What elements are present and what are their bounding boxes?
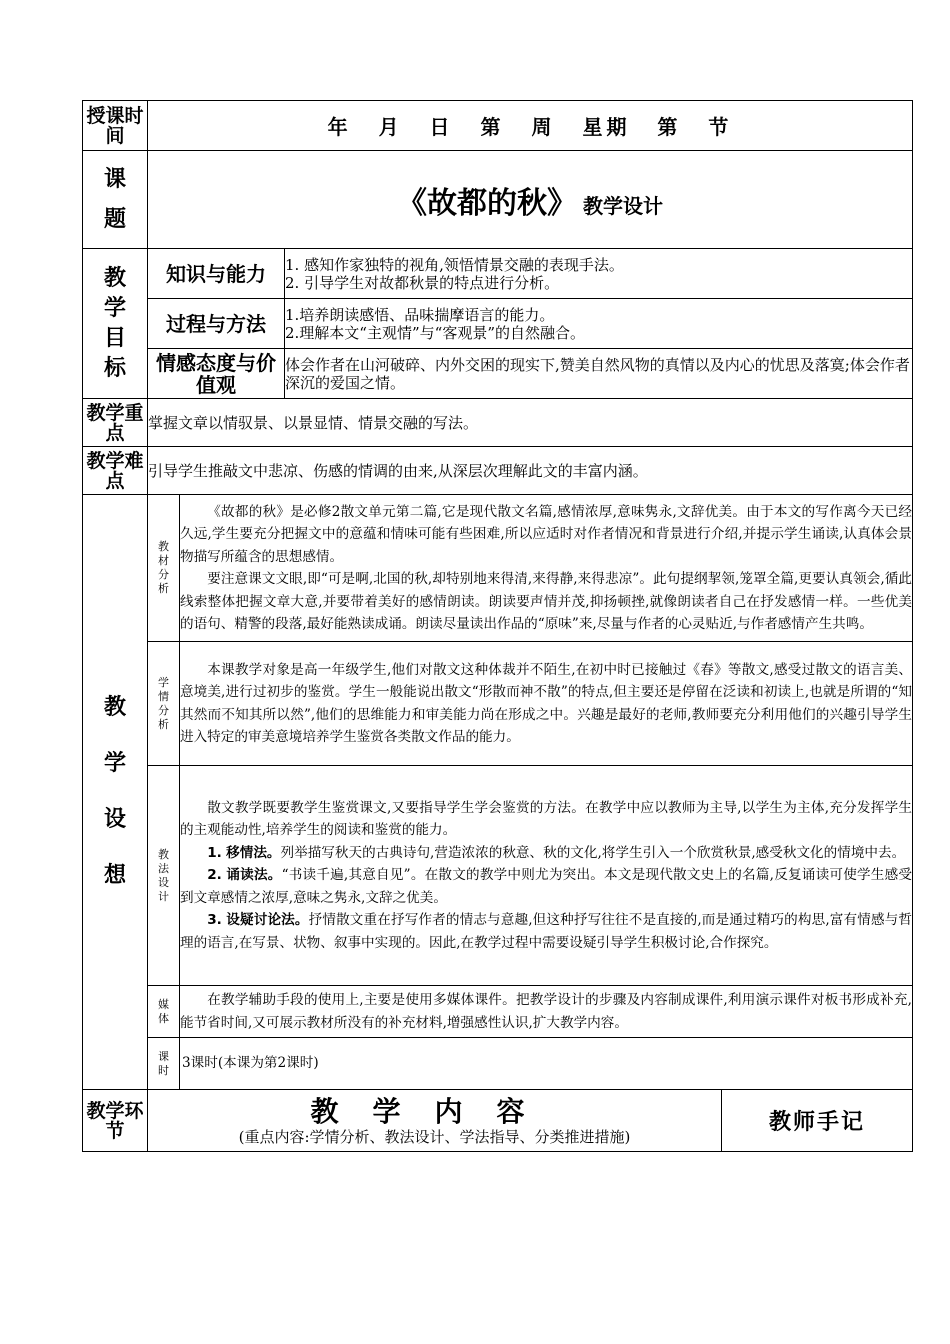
difficulty-row [83, 447, 913, 495]
goal-row-emotion [83, 349, 913, 399]
goal-label-knowledge: 知识与能力 [148, 249, 285, 299]
content-title: 教学内容 [310, 1094, 559, 1128]
design-row-textbook [83, 495, 913, 642]
content-header [148, 1090, 722, 1152]
section-label-methods: 教法设计 [148, 766, 180, 986]
focus-row [83, 399, 913, 447]
section-text-hours: 3课时(本课为第2课时) [180, 1038, 913, 1090]
section-label-hours: 课时 [148, 1038, 180, 1090]
design-label: 教学设想 [83, 495, 148, 1090]
design-row-hours [83, 1038, 913, 1090]
teacher-notes-label: 教师手记 [722, 1090, 913, 1152]
goal-row-process [83, 299, 913, 349]
goal-label-emotion: 情感态度与价值观 [148, 349, 285, 399]
goal-text-process: 1.培养朗读感悟、品味揣摩语言的能力。 2.理解本文“主观情”与“客观景”的自然融合。 [285, 299, 913, 349]
time-label: 授课时间 [83, 101, 148, 151]
section-text-learners: 本课教学对象是高一年级学生,他们对散文这种体裁并不陌生,在初中时已接触过《春》等散文,感受过散文的语言美、意境美,进行过初步的鉴赏。学生一般能说出散文“形散而神不散”的特点,但主要还是停留在泛读和初读上,也就是所谓的“知其然而不知其所以然”,他们的思维能力和审美能力尚在形成之中。兴趣是最好的老师,教师要充分利用他们的兴趣引导学生进入特定的审美意境培养学生鉴赏各类散文作品的能力。 [180, 642, 913, 766]
method-2: 2. 诵读法。“书读千遍,其意自见”。在散文的教学中则尤为突出。本文是现代散文史上的名篇,反复诵读可使学生感受到文章感情之浓厚,意味之隽永,文辞之优美。 [180, 867, 912, 906]
lesson-title [148, 151, 913, 249]
method-3: 3. 设疑讨论法。抒情散文重在抒写作者的情志与意趣,但这种抒写往往不是直接的,而是通过精巧的构思,富有情感与哲理的语言,在写景、状物、叙事中实现的。因此,在教学过程中需要设疑引导学生积极讨论,合作探究。 [180, 912, 912, 951]
difficulty-label: 教学难点 [83, 447, 148, 495]
process-label: 教学环节 [83, 1090, 148, 1152]
goal-label-process: 过程与方法 [148, 299, 285, 349]
difficulty-text: 引导学生推敲文中悲凉、伤感的情调的由来,从深层次理解此文的丰富内涵。 [148, 447, 913, 495]
focus-label: 教学重点 [83, 399, 148, 447]
goal-text-knowledge: 1. 感知作家独特的视角,领悟情景交融的表现手法。 2. 引导学生对故都秋景的特点进行分析。 [285, 249, 913, 299]
section-text-media: 在教学辅助手段的使用上,主要是使用多媒体课件。把教学设计的步骤及内容制成课件,利用演示课件对板书形成补充,能节省时间,又可展示教材所没有的补充材料,增强感性认识,扩大教学内容。 [180, 986, 913, 1038]
process-row [83, 1090, 913, 1152]
goal-row-knowledge [83, 249, 913, 299]
subject-label: 课题 [83, 151, 148, 249]
section-text-methods: 散文教学既要教学生鉴赏课文,又要指导学生学会鉴赏的方法。在教学中应以教师为主导,以学生为主体,充分发挥学生的主观能动性,培养学生的阅读和鉴赏的能力。 1. 移情法。列举描写秋天的古典诗句,营造浓浓的秋意、秋的文化,将学生引入一个欣赏秋景,感受秋文化的情境中去。 2. 诵读法。“书读千遍,其意自见”。在散文的教学中则尤为突出。本文是现代散文史上的名篇,反复诵读可使学生感受到文章感情之浓厚,意味之隽永,文辞之优美。 3. 设疑讨论法。抒情散文重在抒写作者的情志与意趣,但这种抒写往往不是直接的,而是通过精巧的构思,富有情感与哲理的语言,在写景、状物、叙事中实现的。因此,在教学过程中需要设疑引导学生积极讨论,合作探究。 [180, 766, 913, 986]
time-row [83, 101, 913, 151]
design-row-methods [83, 766, 913, 986]
section-label-learners: 学情分析 [148, 642, 180, 766]
section-label-textbook: 教材分析 [148, 495, 180, 642]
title-row [83, 151, 913, 249]
method-1: 1. 移情法。列举描写秋天的古典诗句,营造浓浓的秋意、秋的文化,将学生引入一个欣赏秋景,感受秋文化的情境中去。 [207, 844, 906, 861]
section-label-media: 媒体 [148, 986, 180, 1038]
lesson-plan-table [82, 100, 913, 1152]
design-row-media [83, 986, 913, 1038]
goals-label: 教学目标 [83, 249, 148, 399]
design-row-learners [83, 642, 913, 766]
goal-text-emotion: 体会作者在山河破碎、内外交困的现实下,赞美自然风物的真情以及内心的忧思及落寞;体会作者深沉的爱国之情。 [285, 349, 913, 399]
time-text: 年 月 日 第 周 星期 第 节 [148, 101, 913, 151]
focus-text: 掌握文章以情驭景、以景显情、情景交融的写法。 [148, 399, 913, 447]
title-main: 《故都的秋》 [397, 185, 577, 221]
section-text-textbook: 《故都的秋》是必修2散文单元第二篇,它是现代散文名篇,感情浓厚,意味隽永,文辞优美。由于本文的写作离今天已经久远,学生要充分把握文中的意蕴和情味可能有些困难,所以应适时对作者情况和背景进行介绍,并提示学生诵读,认真体会景物描写所蕴含的思想感情。 要注意课文文眼,即“可是啊,北国的秋,却特别地来得清,来得静,来得悲凉”。此句提纲挈领,笼罩全篇,更要认真领会,循此线索整体把握文章大意,并要带着美好的感情朗读。朗读要声情并茂,抑扬顿挫,就像朗读者自己在抒发感情一样。一些优美的语句、精警的段落,最好能熟读成诵。朗读尽量读出作品的“原味”来,尽量与作者的心灵贴近,与作者感情产生共鸣。 [180, 495, 913, 642]
content-subtitle: (重点内容:学情分析、教法设计、学法指导、分类推进措施) [238, 1127, 631, 1146]
title-suffix: 教学设计 [583, 193, 663, 218]
